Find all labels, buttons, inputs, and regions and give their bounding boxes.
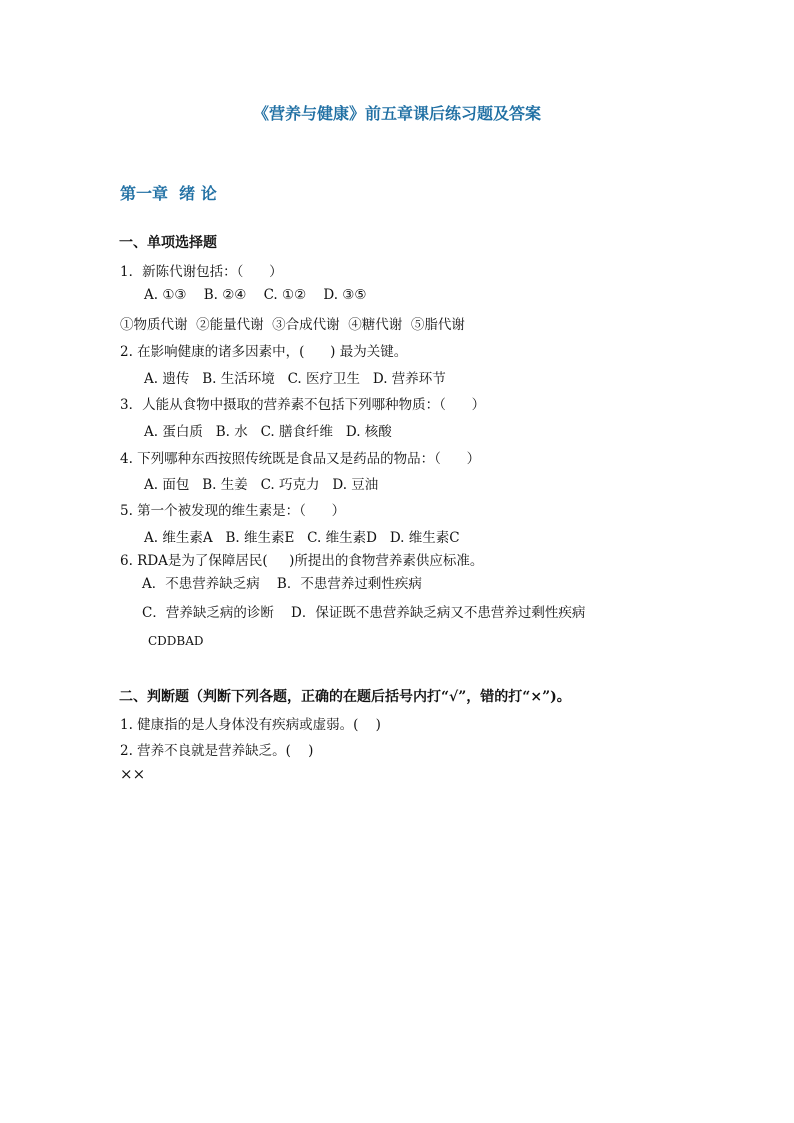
question-5: 5. 第一个被发现的维生素是：（ ） (120, 503, 346, 519)
question-5-options: A. 维生素A B. 维生素E C. 维生素D D. 维生素C (144, 530, 460, 546)
answer-key-choice: CDDBAD (148, 634, 204, 648)
true-false-question-2: 2. 营养不良就是营养缺乏。( ) (120, 743, 314, 759)
question-4: 4. 下列哪种东西按照传统既是食品又是药品的物品：（ ） (120, 451, 481, 467)
question-4-options: A. 面包 B. 生姜 C. 巧克力 D. 豆油 (144, 477, 379, 493)
question-3: 3．人能从食物中摄取的营养素不包括下列哪种物质：（ ） (120, 397, 486, 413)
chapter-heading: 第一章 绪 论 (120, 184, 217, 203)
question-1-options: A. ①③ B. ②④ C. ①② D. ③⑤ (144, 287, 367, 303)
question-2-options: A. 遗传 B. 生活环境 C. 医疗卫生 D. 营养环节 (144, 371, 446, 387)
question-6-options-cd: C．营养缺乏病的诊断 D．保证既不患营养缺乏病又不患营养过剩性疾病 (142, 605, 586, 621)
true-false-question-1: 1. 健康指的是人身体没有疾病或虚弱。( ) (120, 717, 381, 733)
question-2: 2. 在影响健康的诸多因素中，( ) 最为关键。 (120, 344, 408, 360)
question-6-options-ab: A．不患营养缺乏病 B．不患营养过剩性疾病 (142, 576, 422, 592)
section-heading-single-choice: 一、单项选择题 (119, 235, 217, 251)
answer-key-true-false: ×× (120, 765, 146, 783)
section-heading-true-false: 二、判断题（判断下列各题，正确的在题后括号内打“√”，错的打“×”)。 (119, 689, 571, 705)
document-title: 《营养与健康》前五章课后练习题及答案 (252, 104, 541, 123)
question-3-options: A. 蛋白质 B. 水 C. 膳食纤维 D. 核酸 (144, 424, 392, 440)
question-1: 1．新陈代谢包括：（ ） (120, 264, 283, 280)
question-6: 6. RDA是为了保障居民( )所提出的食物营养素供应标准。 (120, 553, 484, 569)
question-1-items: ①物质代谢 ②能量代谢 ③合成代谢 ④糖代谢 ⑤脂代谢 (120, 317, 465, 333)
